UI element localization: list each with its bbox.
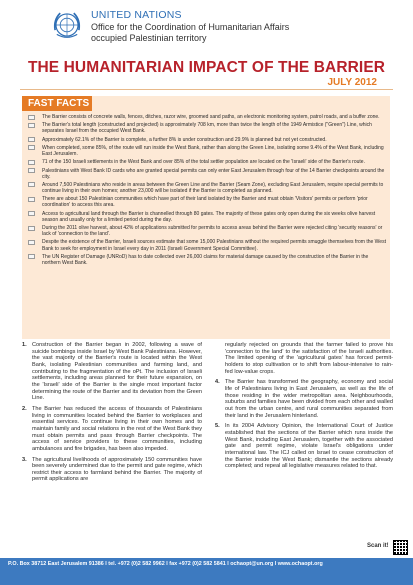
document-icon	[28, 240, 35, 245]
fast-fact-text: Around 7,500 Palestinians who reside in areas between the Green Line and the Barrier (Seam Zone), excluding East Jerusalem, require special permits to continue living in their own homes; another 23,000 will be isolated if the Barrier is completed as planned.	[42, 181, 384, 195]
document-icon	[28, 197, 35, 202]
paragraph-text: The Barrier has reduced the access of thousands of Palestinians living in communities located behind the Barrier to workplaces and essential services. To continue living in their own homes and to maintain family and social relations in the rest of the West Bank they must obtain permits and pass through Barrier checkpoints. The access of service providers to these communities, including ambulances and fire brigades, has been also impeded.	[32, 405, 202, 452]
fast-fact-text: There are about 150 Palestinian communities which have part of their land isolated by the Barrier and must obtain 'Visitors' permits or perform 'prior coordination' to access this area.	[42, 196, 368, 209]
document-icon	[28, 123, 35, 128]
paragraph-number: 1.	[22, 342, 27, 348]
fast-fact-item	[28, 114, 386, 120]
document-icon	[28, 115, 35, 120]
fast-fact-text: The Barrier's total length (constructed and projected) is approximately 708 km, more than twice the length of the 1949 Armistice ("Green") Line, which separates Israel from the occupied West Bank.	[42, 122, 372, 135]
paragraph-number: 4.	[215, 379, 220, 386]
fast-fact-item	[28, 145, 386, 157]
document-icon	[28, 254, 35, 259]
fast-fact-text: The UN Register of Damage (UNRoD) has to date collected over 26,000 claims for material damage caused by the construction of the Barrier in the northern West Bank.	[42, 253, 369, 266]
document-icon	[28, 226, 35, 231]
publication-date: JULY 2012	[327, 77, 377, 88]
fast-fact-item	[28, 137, 386, 143]
fast-fact-item	[28, 211, 386, 223]
org-name: UNITED NATIONS	[91, 9, 182, 21]
paragraph-number: 3.	[22, 456, 27, 463]
numbered-paragraph	[215, 423, 393, 470]
fast-fact-item	[28, 196, 386, 208]
numbered-paragraph	[22, 457, 202, 484]
paragraph-number: 2.	[22, 405, 27, 412]
document-icon	[28, 182, 35, 187]
left-column	[22, 342, 202, 487]
document-icon	[28, 137, 35, 142]
qr-code-icon[interactable]	[393, 540, 408, 555]
paragraph-text: Construction of the Barrier began in 2002, following a wave of suicide bombings inside Israel by West Bank Palestinians. However, the vast majority of the Barrier's route is located within the West Bank, isolating Palestinian communities and farming land, and contributing to the fragmentation of the oPt. The inclusion of Israeli settlements, including areas planned for their future expansion, on the 'Israeli' side of the Barrier is the single most important factor determining the route of the Barrier and its deviation from the Green Line.	[32, 342, 202, 402]
fast-fact-text: Approximately 62.1% of the Barrier is complete, a further 8% is under construction and 29.9% is planned but not yet constructed.	[42, 136, 327, 143]
numbered-paragraph	[22, 406, 202, 453]
paragraph-number: 5.	[215, 423, 220, 430]
header	[0, 0, 413, 54]
fast-fact-item	[28, 239, 386, 251]
org-office: Office for the Coordination of Humanitarian Affairs	[91, 22, 290, 32]
fast-fact-text: Despite the existence of the Barrier, Israeli sources estimate that some 15,000 Palestinians without the required permits smuggle themselves from the West Bank to seek for employment in Israel every day in 2011 (Israeli Government Special Committee).	[42, 239, 386, 252]
fast-fact-item	[28, 159, 386, 165]
fast-fact-text: When completed, some 85%, of the route will run inside the West Bank, rather than along the Green Line, isolating some 9.4% of the West Bank, including East Jerusalem.	[42, 144, 384, 158]
document-icon	[28, 211, 35, 216]
fast-fact-text: The Barrier consists of concrete walls, fences, ditches, razor wire, groomed sand paths, an electronic monitoring system, patrol roads, and a buffer zone.	[42, 114, 380, 120]
right-column	[215, 342, 393, 474]
org-territory: occupied Palestinian territory	[91, 33, 207, 43]
paragraph-text: The agricultural livelihoods of approximately 150 communities have been severely undermined due to the permit and gate regime, which restrict their access to farmland behind the Barrier. The majority of permit applications are	[32, 456, 202, 483]
divider	[20, 89, 393, 90]
numbered-paragraph	[215, 379, 393, 419]
un-emblem-icon	[50, 8, 84, 42]
paragraph-text: In its 2004 Advisory Opinion, the International Court of Justice established that the sections of the Barrier which runs inside the West Bank, including East Jerusalem, together with the associated gate and permit regime, violate Israel's obligations under international law. The ICJ called on Israel to cease construction of the Barrier inside the West Bank; dismantle the sections already completed; and repeal all legislative measures related to that.	[225, 423, 393, 470]
fast-fact-item	[28, 182, 386, 194]
document-icon	[28, 168, 35, 173]
page-title: THE HUMANITARIAN IMPACT OF THE BARRIER	[27, 59, 386, 76]
numbered-paragraph	[22, 342, 202, 402]
fast-facts-list	[28, 114, 386, 268]
fast-fact-item	[28, 168, 386, 180]
fast-fact-text: During the 2011 olive harvest, about 42% of applications submitted for permits to access areas behind the Barrier were rejected citing 'security reasons' or lack of 'connection to the land'.	[42, 225, 383, 238]
paragraph-text: The Barrier has transformed the geography, economy and social life of Palestinians living in East Jerusalem, as well as the life of those residing in the wider metropolitan area. Neighbourhoods, suburbs and families have been divided from each other and walled out from the urban centre, and rural communities separated from their land in the Jerusalem hinterland.	[225, 379, 393, 419]
footer-contact: P.O. Box 38712 East Jerusalem 91386 l tel. +972 (0)2 582 9962 l fax +972 (0)2 582 5841 l ochaopt@un.org l www.ochaopt.org	[8, 561, 323, 567]
numbered-paragraph	[215, 342, 393, 375]
paragraph-text: regularly rejected on grounds that the farmer failed to prove his 'connection to the land' to the satisfaction of the Israeli authorities. The limited opening of the 'agricultural gates' has forced permit-holders to stop cultivation or to shift from labour-intensive to rain-fed low-value crops.	[225, 342, 393, 375]
fast-facts-heading: FAST FACTS	[22, 96, 92, 111]
fast-fact-item	[28, 225, 386, 237]
fast-fact-text: Access to agricultural land through the Barrier is channelled through 80 gates. The majority of these gates only open during the six weeks olive harvest season and usually only for a limited period during the day.	[42, 210, 376, 223]
fast-fact-item	[28, 254, 386, 266]
fast-fact-item	[28, 122, 386, 134]
document-icon	[28, 145, 35, 150]
fast-fact-text: Palestinians with West Bank ID cards who are granted special permits can only enter East Jerusalem through four of the 14 Barrier checkpoints around the city.	[42, 167, 385, 180]
scan-label: Scan it!	[367, 543, 389, 549]
document-icon	[28, 160, 35, 165]
footer	[0, 558, 413, 585]
fast-fact-text: 71 of the 150 Israeli settlements in the West Bank and over 85% of the total settler population are located on the 'Israeli' side of the Barrier's route.	[42, 159, 365, 166]
